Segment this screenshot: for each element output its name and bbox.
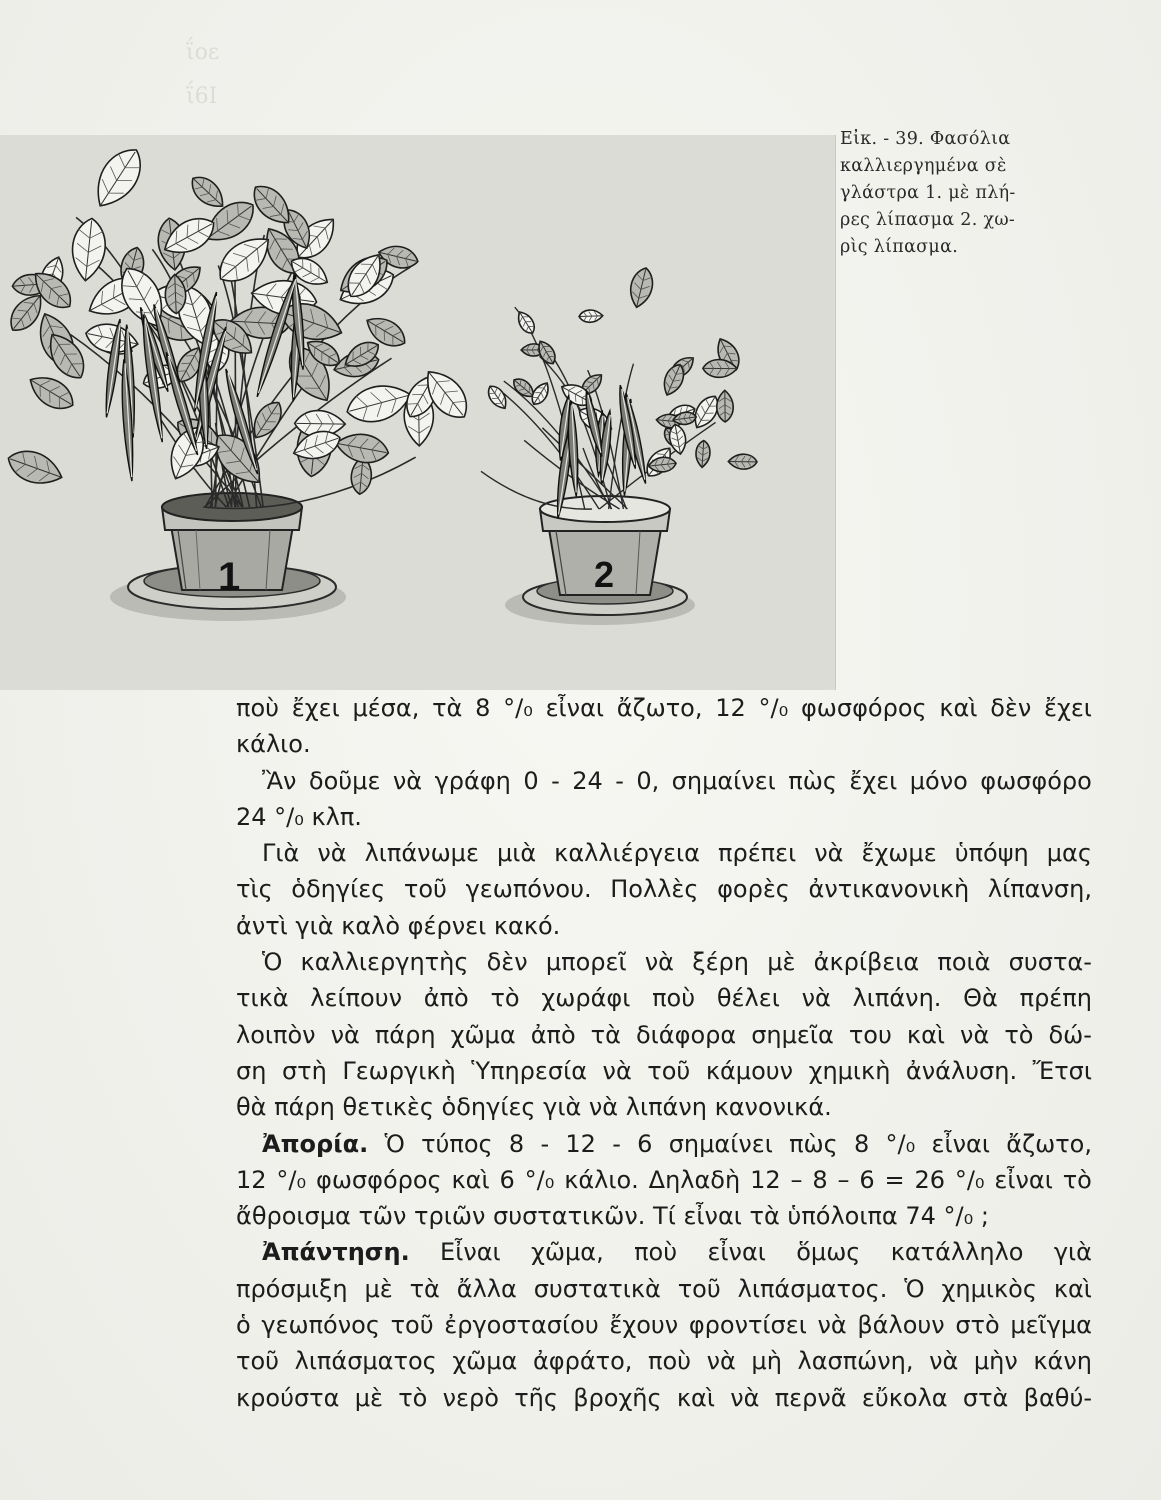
leaf [484,382,510,412]
body-text [236,690,1092,1416]
leaf [69,217,108,283]
text-line: 12 °/₀ φωσφόρος καὶ 6 °/₀ κάλιο. Δηλαδὴ 12 – 8 – 6 = 26 °/₀ εἶναι τὸ [236,1165,1092,1194]
text-line: Ὁ καλλιεργητὴς δὲν μπορεῖ νὰ ξέρη μὲ ἀκρίβεια ποιὰ συστα- [262,948,1092,977]
caption-line: καλλιεργημένα σὲ [840,156,1007,176]
caption-line: ρὶς λίπασμα. [840,237,959,257]
pot-label-1: 1 [218,555,241,599]
text-line: ση στὴ Γεωργικὴ Ὑπηρεσία νὰ τοῦ κάμουν χημικὴ ἀνάλυση. Ἔτσι [236,1056,1092,1085]
caption-line: ρες λίπασμα 2. χω- [840,210,1016,230]
bleed-through-mark: ΐοε [186,40,220,65]
leaf [333,430,390,467]
leaf [579,310,603,323]
text-line: Ἀπάντηση. Εἶναι χῶμα, ποὺ εἶναι ὅμως κατάλληλο γιὰ [236,1234,1092,1270]
caption-line: γλάστρα 1. μὲ πλή- [840,183,1016,203]
text-line: πρόσμιξη μὲ τὰ ἄλλα συστατικὰ τοῦ λιπάσματος. Ὁ χημικὸς καὶ [236,1274,1092,1303]
text-line: τοῦ λιπάσματος χῶμα ἀφράτο, ποὺ νὰ μὴ λασπώνη, νὰ μὴν κάνη [236,1347,1092,1376]
text-line: ἄθροισμα τῶν τριῶν συστατικῶν. Τί εἶναι τὰ ὑπόλοιπα 74 °/₀ ; [236,1202,989,1231]
leaf [3,444,66,491]
text-line: κρούστα μὲ τὸ νερὸ τῆς βροχῆς καὶ νὰ περνᾶ εὔκολα στὰ βαθύ- [236,1383,1092,1412]
leaf [626,266,656,310]
pot-label-2: 2 [594,554,615,595]
text-line: τὶς ὁδηγίες τοῦ γεωπόνου. Πολλὲς φορὲς ἀντικανονικὴ λίπανση, [236,875,1092,904]
text-line: Γιὰ νὰ λιπάνωμε μιὰ καλλιέργεια πρέπει νὰ ἔχωμε ὑπόψη μας [262,839,1092,868]
leaf [514,309,538,337]
term-heading: Ἀπορία. [262,1129,369,1158]
text-line: ποὺ ἔχει μέσα, τὰ 8 °/₀ εἶναι ἄζωτο, 12 °/₀ φωσφόρος καὶ δὲν ἔχει [236,694,1092,722]
text-line: λοιπὸν νὰ πάρη χῶμα ἀπὸ τὰ διάφορα σημεῖα του καὶ νὰ τὸ δώ- [236,1020,1092,1049]
plant-1 [3,141,475,509]
plant-2 [481,266,757,519]
term-heading: Ἀπάντηση. [262,1238,410,1267]
text-line: 24 °/₀ κλπ. [236,802,362,831]
figure-illustration [0,135,836,690]
leaf [247,397,288,444]
leaf [717,390,734,422]
bean-pod [567,400,579,496]
leaf [186,171,230,214]
leaf [728,454,757,469]
bean-plants-drawing [0,135,835,690]
text-line: κάλιο. [236,730,311,759]
text-line: θὰ πάρη θετικὲς ὁδηγίες γιὰ νὰ λιπάνη κανονικά. [236,1093,832,1122]
text-line: τικὰ λείπουν ἀπὸ τὸ χωράφι ποὺ θέλει νὰ λιπάνη. Θὰ πρέπη [236,984,1092,1013]
leaf [695,440,711,468]
text-line: ἀντὶ γιὰ καλὸ φέρνει κακό. [236,911,561,940]
text-line: Ἂν δοῦμε νὰ γράφη 0 - 24 - 0, σημαίνει πὼς ἔχει μόνο φωσφόρο [262,766,1092,795]
caption-line: Εἰκ. - 39. Φασόλια [840,129,1011,149]
text-line: Ἀπορία. Ὁ τύπος 8 - 12 - 6 σημαίνει πὼς 8 °/₀ εἶναι ἄζωτο, [236,1126,1092,1162]
bleed-through-mark: ΐ6Ι [186,84,218,109]
leaf [86,141,151,216]
figure-caption [840,126,1140,261]
text-line: ὁ γεωπόνος τοῦ ἐργοστασίου ἔχουν φροντίσει νὰ βάλουν στὸ μεῖγμα [236,1311,1092,1340]
